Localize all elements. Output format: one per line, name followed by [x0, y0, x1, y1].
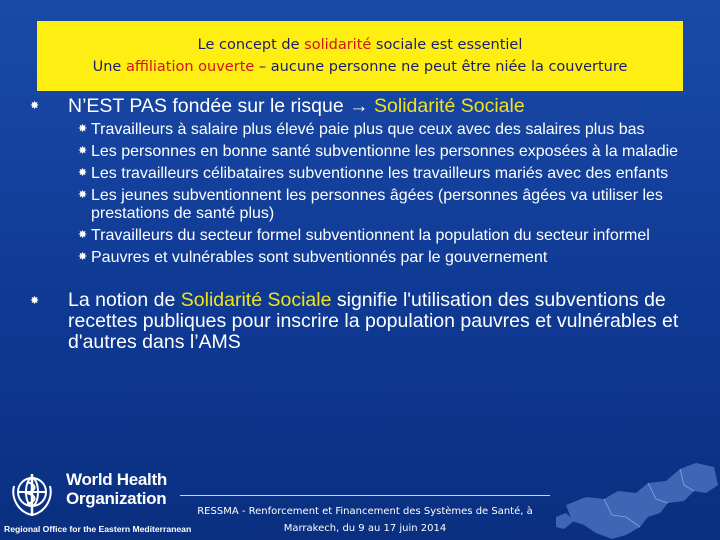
list-item — [30, 227, 700, 245]
regional-office-label: Regional Office for the Eastern Mediterranean — [4, 524, 192, 534]
bullet-icon: ✸ — [78, 145, 88, 157]
title-highlight-affiliation: affiliation ouverte — [125, 59, 255, 75]
subsidy-list — [30, 121, 700, 266]
footer-event-info — [190, 503, 540, 537]
list-item — [30, 165, 700, 183]
bullet-icon: ✸ — [30, 100, 40, 112]
list-item-text: Les travailleurs célibataires subventionne les travailleurs mariés avec des enfants — [91, 165, 669, 182]
list-item-text: Travailleurs à salaire plus élevé paie plus que ceux avec des salaires plus bas — [91, 121, 645, 138]
bullet-risk-text: N’EST PAS fondée sur le risque — [68, 95, 350, 117]
bullet-icon: ✸ — [78, 228, 88, 241]
list-item-text: Travailleurs du secteur formel subventionnent la population du secteur informel — [91, 226, 650, 244]
title-line-1 — [198, 34, 523, 56]
bullet-icon: ✸ — [78, 167, 88, 179]
footer-event-line-2: Marrakech, du 9 au 17 juin 2014 — [283, 523, 447, 534]
bullet-risk-accent: Solidarité Sociale — [368, 95, 525, 117]
title-line-2-end: – aucune personne ne peut être niée la couverture — [254, 59, 628, 75]
title-line-1-end: sociale est essentiel — [371, 37, 523, 53]
title-line-1-start: Le concept de — [197, 37, 305, 53]
bullet-icon: ✸ — [78, 123, 88, 135]
list-item — [30, 187, 700, 222]
slide-title-box — [37, 21, 683, 91]
slide-content — [30, 95, 700, 353]
bullet-solidarity-prefix: La notion de — [68, 289, 181, 311]
title-line-2-start: Une — [92, 59, 126, 75]
bullet-solidarity-notion — [30, 290, 700, 353]
list-item — [30, 121, 700, 139]
footer-divider — [180, 495, 550, 496]
bullet-solidarity-suffix: signifie l'utilisation des subventions de recettes publiques pour inscrire la population pauvres et vulnérables et d'autres dans l’AMS — [68, 289, 679, 353]
bullet-risk — [30, 95, 700, 117]
bullet-solidarity-accent: Solidarité Sociale — [180, 289, 332, 311]
list-item — [30, 249, 700, 267]
arrow-right-icon: → — [349, 95, 369, 117]
list-item-text: Les jeunes subventionnent les personnes âgées (personnes âgées va utiliser les prestations de santé plus) — [91, 187, 663, 222]
who-emblem-icon — [6, 468, 58, 520]
footer-event-line-1: RESSMA - Renforcement et Financement des Systèmes de Santé, à — [197, 506, 533, 517]
bullet-solidarity-text — [68, 290, 700, 353]
title-highlight-solidarite: solidarité — [304, 37, 372, 53]
title-line-2 — [93, 56, 628, 78]
list-item-text: Pauvres et vulnérables sont subventionnés par le gouvernement — [91, 248, 548, 266]
organization-name — [66, 470, 167, 508]
org-name-line-2: Organization — [66, 489, 167, 508]
bullet-icon: ✸ — [78, 189, 88, 201]
list-item — [30, 143, 700, 161]
org-name-line-1: World Health — [66, 470, 167, 489]
list-item-text: Les personnes en bonne santé subventionne les personnes exposées à la maladie — [91, 143, 679, 160]
bullet-icon: ✸ — [78, 250, 88, 263]
who-logo — [0, 462, 192, 540]
region-map-icon — [556, 455, 720, 540]
bullet-icon: ✸ — [30, 295, 40, 307]
